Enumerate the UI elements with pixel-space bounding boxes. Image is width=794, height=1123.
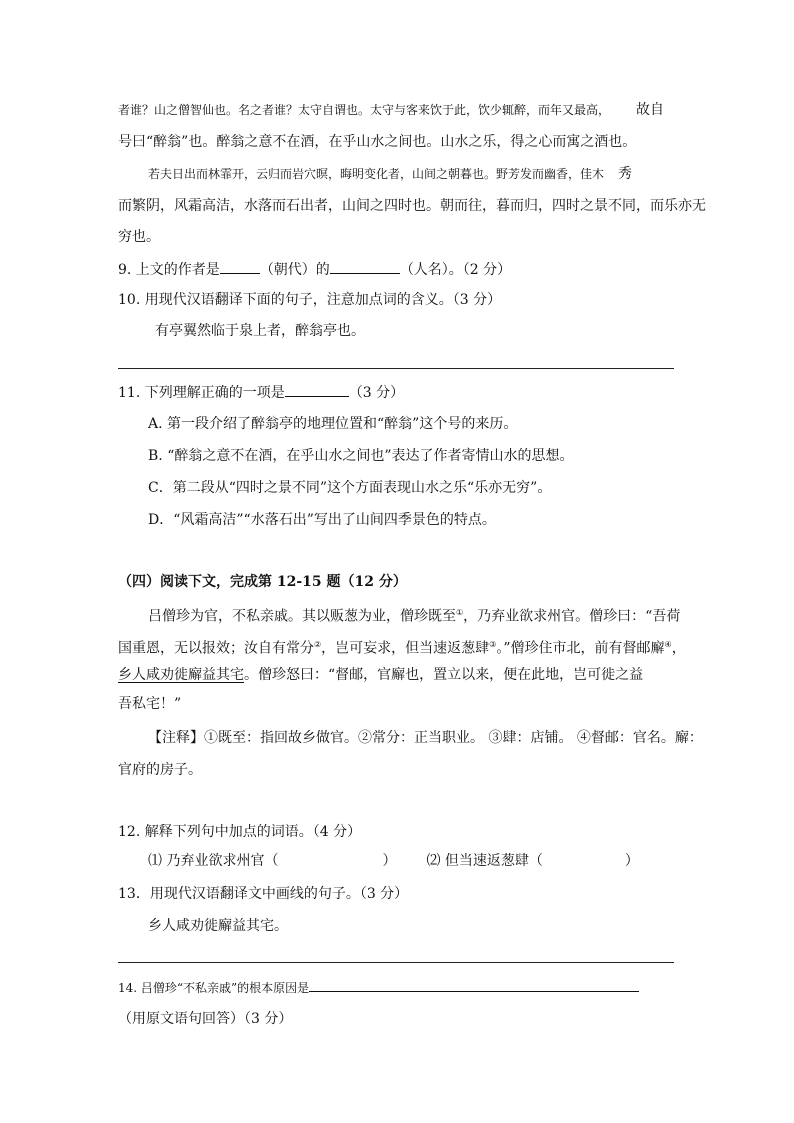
classical-text: ，乃弃业欲求州官。僧珍曰：“吾荷 xyxy=(463,608,681,625)
section-heading: （四）阅读下文，完成第 12-15 题（12 分） xyxy=(118,574,407,590)
question-12-items xyxy=(148,851,639,871)
classical-text-line-4: 吾私宅！” xyxy=(118,696,182,712)
passage-line-1 xyxy=(118,100,664,120)
note-marker: ④ xyxy=(664,640,672,649)
question-text: 11. 下列理解正确的一项是 xyxy=(118,385,285,401)
question-13: 13．用现代汉语翻译文中画线的句子。（3 分） xyxy=(118,886,409,902)
classical-text: 吕僧珍为官，不私亲戚。其以贩葱为业，僧珍既至 xyxy=(148,608,456,625)
question-text: （朝代）的 xyxy=(259,262,330,278)
item-1: ⑴ 乃弃业欲求州官（ xyxy=(148,853,279,869)
passage-line-2: 号曰“醉翁”也。醉翁之意不在酒，在乎山水之间也。山水之乐，得之心而寓之酒也。 xyxy=(118,134,637,150)
classical-text: 。”僧珍住市北，前有督邮廨 xyxy=(496,640,665,657)
question-14-tail: （用原文语句回答）（3 分） xyxy=(118,1011,293,1027)
passage-text: 若夫日出而林霏开，云归而岩穴暝，晦明变化者，山间之朝暮也。野芳发而幽香，佳木 xyxy=(148,167,605,181)
option-c: C．第二段从“四时之景不同”这个方面表现山水之乐“乐亦无穷”。 xyxy=(148,480,552,496)
translation-sentence: 乡人咸劝徙廨益其宅。 xyxy=(148,918,288,934)
answer-line[interactable] xyxy=(118,962,674,963)
answer-blank[interactable] xyxy=(220,259,260,274)
underlined-sentence: 乡人咸劝徙廨益其宅 xyxy=(118,667,244,683)
passage-text: 秀 xyxy=(618,166,633,182)
passage-text: 故自 xyxy=(636,102,665,118)
item-2: ⑵ 但当速返葱肆（ xyxy=(426,853,543,869)
classical-text-line-2 xyxy=(118,635,686,659)
translation-sentence: 有亭翼然临于泉上者，醉翁亭也。 xyxy=(155,323,365,339)
item-2-close: ） xyxy=(624,853,639,869)
answer-blank[interactable] xyxy=(309,977,639,992)
note-marker: ① xyxy=(456,608,464,617)
classical-text: ， xyxy=(671,640,686,657)
passage-line-4: 而繁阴，风霜高洁，水落而石出者，山间之四时也。朝而往，暮而归，四时之景不同，而乐亦无 xyxy=(118,198,706,214)
classical-text: 。僧珍怒曰：“督邮，官廨也，置立以来，便在此地，岂可徙之益 xyxy=(244,667,644,683)
answer-blank[interactable] xyxy=(330,259,400,274)
question-10: 10. 用现代汉语翻译下面的句子，注意加点词的含义。（3 分） xyxy=(118,292,502,308)
classical-text-line-3 xyxy=(118,665,643,685)
question-14 xyxy=(118,977,639,998)
option-d: D．“风霜高洁”“水落石出”写出了山间四季景色的特点。 xyxy=(148,512,496,528)
item-1-close: ） xyxy=(382,853,397,869)
passage-line-5: 穷也。 xyxy=(118,229,160,245)
answer-blank[interactable] xyxy=(285,382,349,397)
note-marker: ② xyxy=(314,640,322,649)
classical-text: ，岂可妄求，但当速返葱肆 xyxy=(321,640,490,657)
question-text: （人名）。（2 分） xyxy=(399,262,512,278)
question-text: 14. 吕僧珍“不私亲戚”的根本原因是 xyxy=(118,981,310,995)
question-text: 9. 上文的作者是 xyxy=(118,262,220,278)
option-a: A. 第一段介绍了醉翁亭的地理位置和“醉翁”这个号的来历。 xyxy=(148,416,518,432)
annotation-line-2: 官府的房子。 xyxy=(118,762,202,778)
annotation-line-1: 【注释】①既至：指回故乡做官。②常分：正当职业。 ③肆：店铺。 ④督邮：官名。廨： xyxy=(148,730,703,746)
classical-text: 国重恩，无以报效；汝自有常分 xyxy=(118,640,314,657)
note-marker: ③ xyxy=(489,640,497,649)
passage-line-3 xyxy=(148,164,632,184)
answer-line[interactable] xyxy=(118,368,674,369)
passage-text: 者谁？山之僧智仙也。名之者谁？太守自谓也。太守与客来饮于此，饮少辄醉，而年又最高， xyxy=(118,103,611,117)
question-9 xyxy=(118,259,511,280)
question-12: 12. 解释下列句中加点的词语。（4 分） xyxy=(118,824,362,840)
question-11 xyxy=(118,382,404,403)
classical-text-line-1 xyxy=(148,603,680,627)
question-score: （3 分） xyxy=(348,385,405,401)
option-b: B. “醉翁之意不在酒，在乎山水之间也”表达了作者寄情山水的思想。 xyxy=(148,448,574,464)
